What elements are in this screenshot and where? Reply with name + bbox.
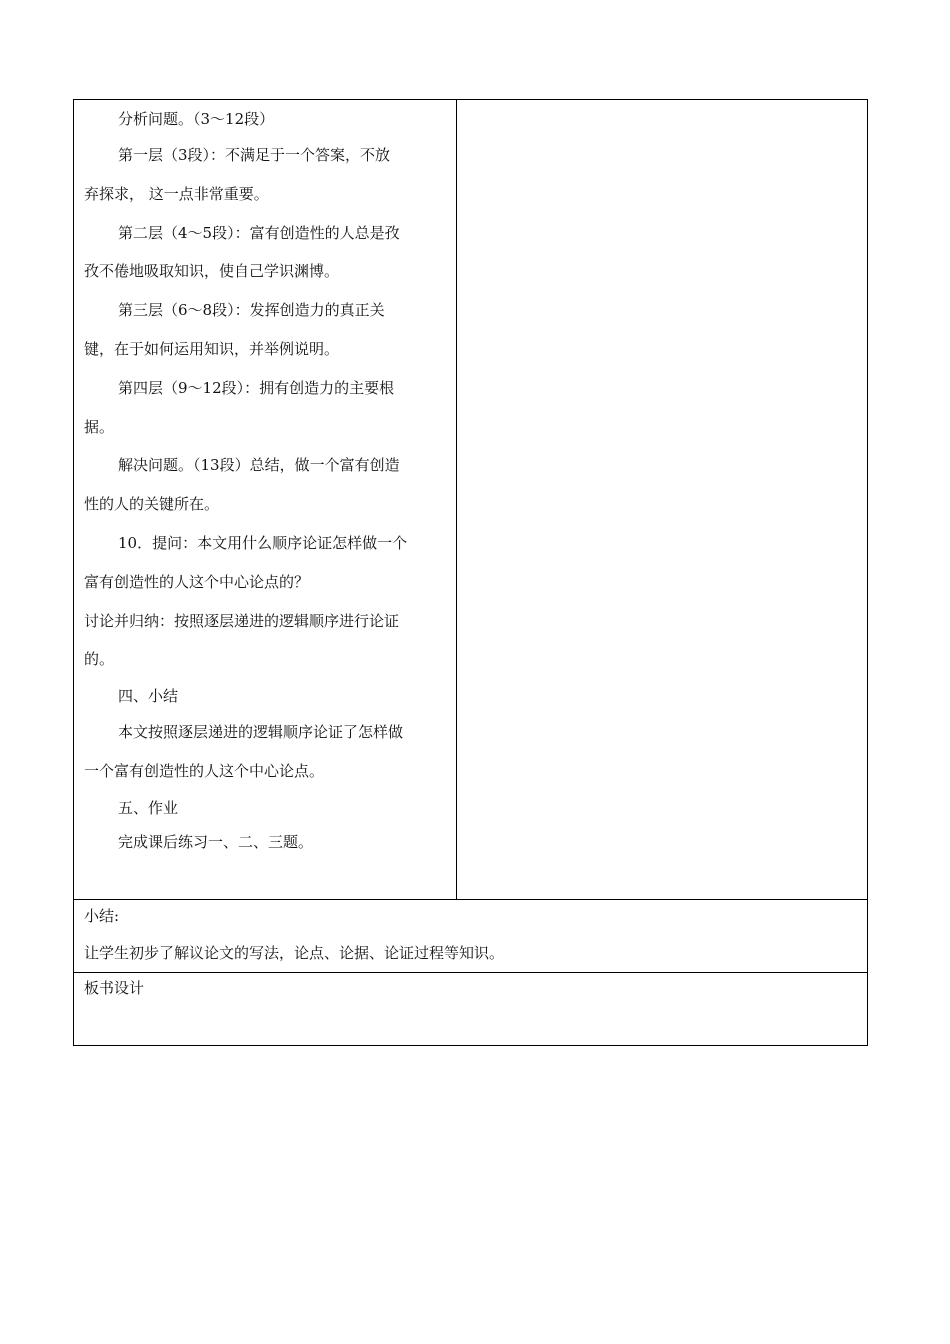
summary-text: 让学生初步了解议论文的写法，论点、论据、论证过程等知识。 [84,944,505,962]
board-design-row [74,973,868,1046]
text-line: 富有创造性的人这个中心论点的？ [84,572,310,591]
summary-cell [74,900,868,973]
lesson-content-cell [74,100,457,900]
text-line: 第三层（6～8段）：发挥创造力的真正关 [118,301,385,320]
board-design-label: 板书设计 [84,979,145,997]
summary-label: 小结: [84,907,120,925]
text-line: 本文按照逐层递进的逻辑顺序论证了怎样做 [118,723,404,742]
text-line: 一个富有创造性的人这个中心论点。 [84,761,325,780]
text-line: 分析问题。（3～12段） [118,110,275,128]
board-design-cell [74,973,868,1046]
text-line: 10．提问：本文用什么顺序论证怎样做一个 [118,533,408,552]
content-row [74,100,868,900]
text-line: 键，在于如何运用知识，并举例说明。 [84,339,340,358]
text-line: 第四层（9～12段）：拥有创造力的主要根 [118,378,395,397]
text-line: 讨论并归纳：按照逐层递进的逻辑顺序进行论证 [84,611,400,630]
text-line: 性的人的关键所在。 [84,495,220,514]
blank-notes-cell [457,100,868,900]
section-heading: 五、作业 [118,798,179,817]
text-line: 解决问题。（13段）总结，做一个富有创造 [118,456,400,475]
lesson-plan-table [73,99,868,1046]
text-line: 第一层（3段）：不满足于一个答案，不放 [118,146,391,164]
text-line: 据。 [84,417,115,436]
lesson-content [74,100,456,859]
text-line: 孜不倦地吸取知识，使自己学识渊博。 [84,262,340,281]
summary-row [74,900,868,973]
text-line: 完成课后练习一、二、三题。 [118,832,314,851]
text-line: 弃探求， 这一点非常重要。 [84,184,269,203]
text-line: 第二层（4～5段）：富有创造性的人总是孜 [118,223,400,242]
text-line: 的。 [84,650,115,669]
section-heading: 四、小结 [118,687,179,706]
